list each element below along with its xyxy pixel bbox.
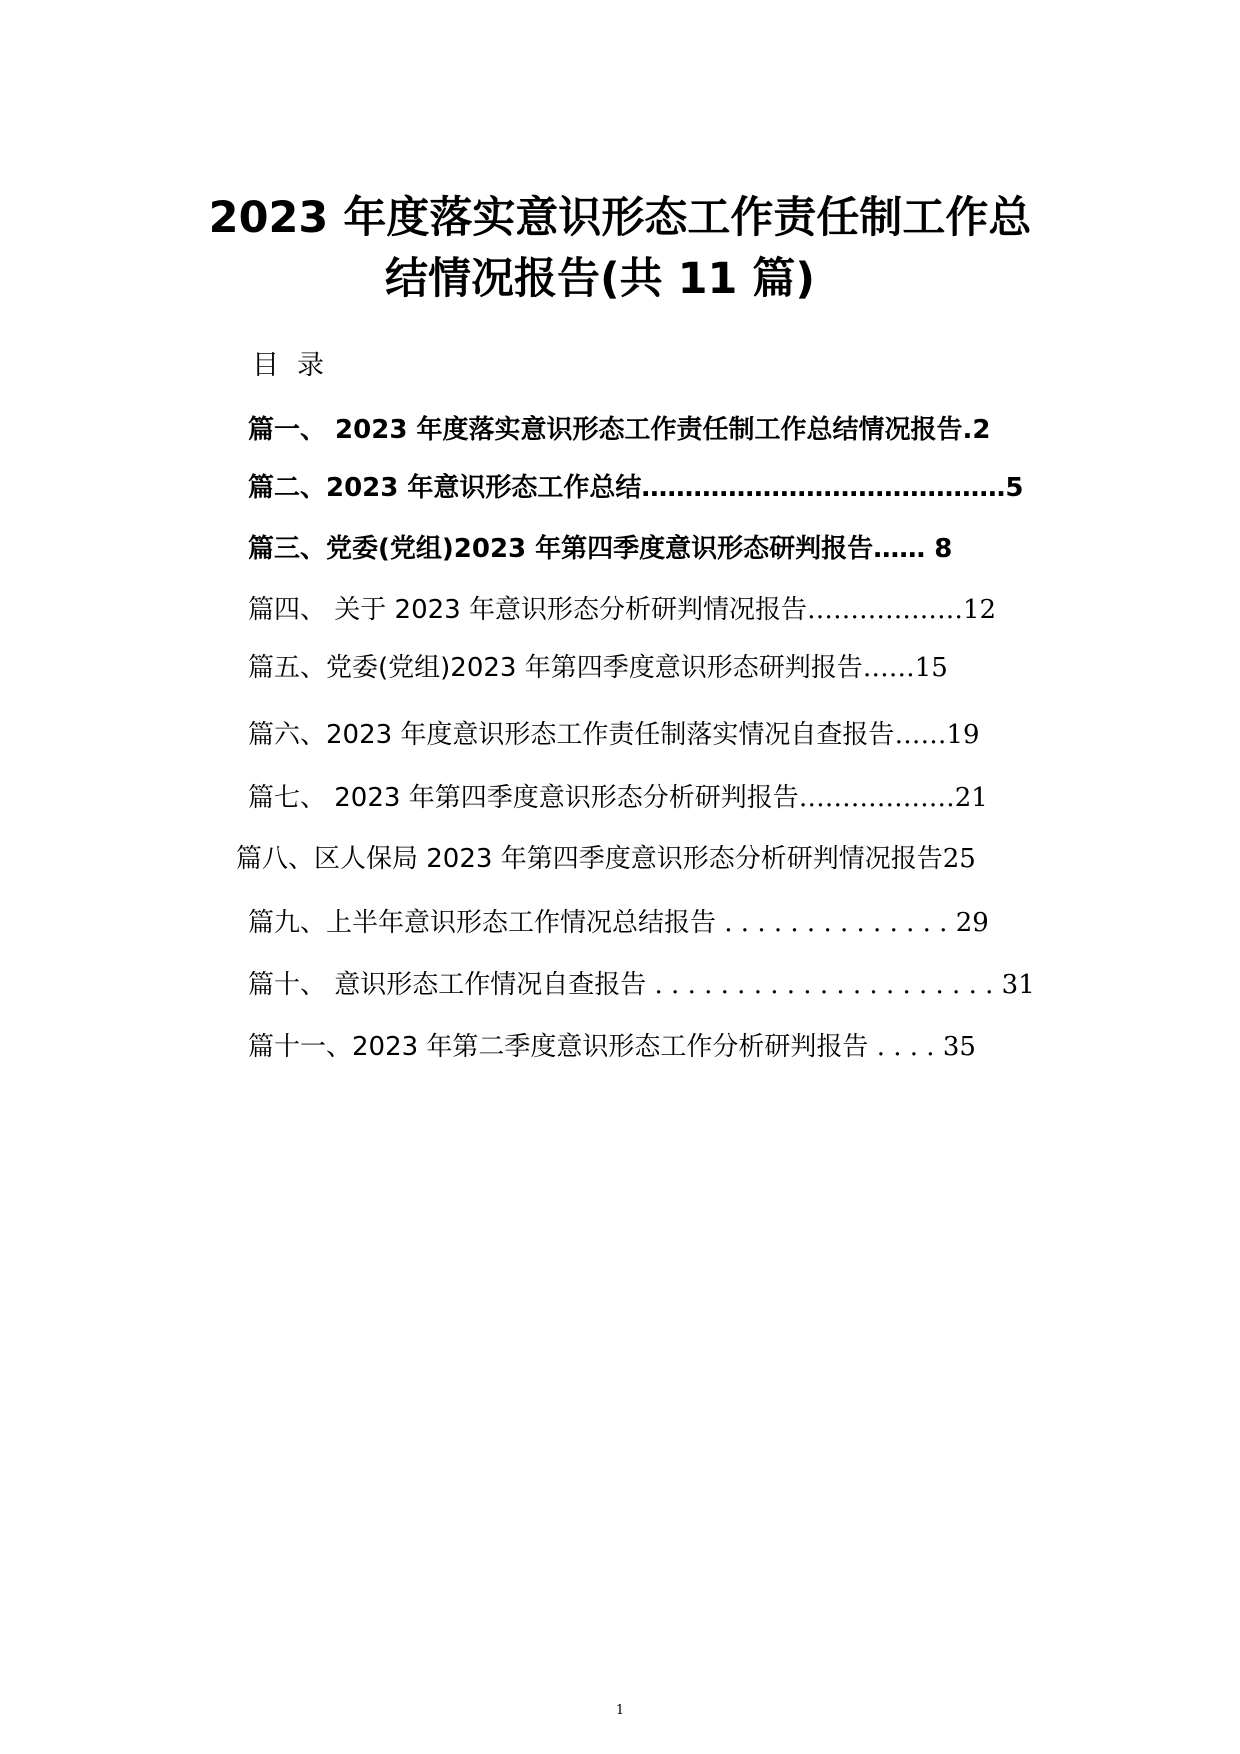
toc-entry-leader: …… xyxy=(873,534,926,564)
toc-entry-title: 篇五、党委(党组)2023 年第四季度意识形态研判报告 xyxy=(248,653,863,683)
document-title-line-2: 结情况报告(共 11 篇) xyxy=(384,254,816,304)
toc-entry-page: 29 xyxy=(955,908,989,938)
toc-entry-leader: . . . . xyxy=(868,1032,943,1062)
toc-entry-page: 15 xyxy=(914,653,948,683)
toc-entry-11[interactable] xyxy=(248,1029,976,1065)
toc-entry-page: 8 xyxy=(925,534,953,564)
toc-entry-leader: ……………… xyxy=(806,595,963,625)
toc-entry-5[interactable] xyxy=(248,650,948,686)
toc-entry-title: 篇六、2023 年度意识形态工作责任制落实情况自查报告 xyxy=(248,720,895,750)
toc-entry-title: 篇一、 2023 年度落实意识形态工作责任制工作总结情况报告 xyxy=(248,415,963,445)
toc-entry-4[interactable] xyxy=(248,592,996,628)
toc-entry-2[interactable] xyxy=(248,470,1024,506)
toc-entry-leader: . xyxy=(962,415,973,445)
toc-entry-page: 2 xyxy=(972,415,991,445)
toc-entry-title: 篇三、党委(党组)2023 年第四季度意识形态研判报告 xyxy=(248,534,874,564)
toc-entry-leader: ……………… xyxy=(798,783,955,813)
toc-entry-title: 篇十、 意识形态工作情况自查报告 xyxy=(248,970,647,1000)
toc-entry-page: 25 xyxy=(942,844,976,874)
toc-entry-3[interactable] xyxy=(248,531,952,567)
toc-entry-leader: …………………………………… xyxy=(641,473,1006,503)
toc-entry-7[interactable] xyxy=(248,780,988,816)
toc-entry-6[interactable] xyxy=(248,717,980,753)
toc-entry-page: 31 xyxy=(1001,970,1035,1000)
toc-entry-page: 35 xyxy=(942,1032,976,1062)
toc-entry-9[interactable] xyxy=(248,905,989,941)
toc-entry-page: 19 xyxy=(946,720,980,750)
toc-entry-page: 21 xyxy=(954,783,988,813)
toc-entry-page: 12 xyxy=(962,595,997,625)
toc-entry-leader: . . . . . . . . . . . . . . xyxy=(716,908,956,938)
toc-entry-title: 篇四、 关于 2023 年意识形态分析研判情况报告 xyxy=(248,595,807,625)
toc-entry-leader: …… xyxy=(862,653,915,683)
toc-entry-title: 篇八、区人保局 2023 年第四季度意识形态分析研判情况报告 xyxy=(236,844,943,874)
toc-entry-8[interactable] xyxy=(236,841,976,877)
toc-entry-title: 篇十一、2023 年第二季度意识形态工作分析研判报告 xyxy=(248,1032,869,1062)
toc-heading: 目录 xyxy=(252,350,342,381)
toc-entry-leader: . . . . . . . . . . . . . . . . . . . . . xyxy=(646,970,1002,1000)
toc-entry-10[interactable] xyxy=(248,967,1035,1003)
toc-entry-1[interactable] xyxy=(248,412,990,448)
toc-entry-title: 篇九、上半年意识形态工作情况总结报告 xyxy=(248,908,717,938)
page-number: 1 xyxy=(615,1703,625,1718)
toc-entry-title: 篇二、2023 年意识形态工作总结 xyxy=(248,473,642,503)
toc-entry-title: 篇七、 2023 年第四季度意识形态分析研判报告 xyxy=(248,783,799,813)
toc-entry-page: 5 xyxy=(1005,473,1024,503)
toc-entry-leader: …… xyxy=(894,720,947,750)
document-title-line-1: 2023 年度落实意识形态工作责任制工作总 xyxy=(208,193,1032,243)
